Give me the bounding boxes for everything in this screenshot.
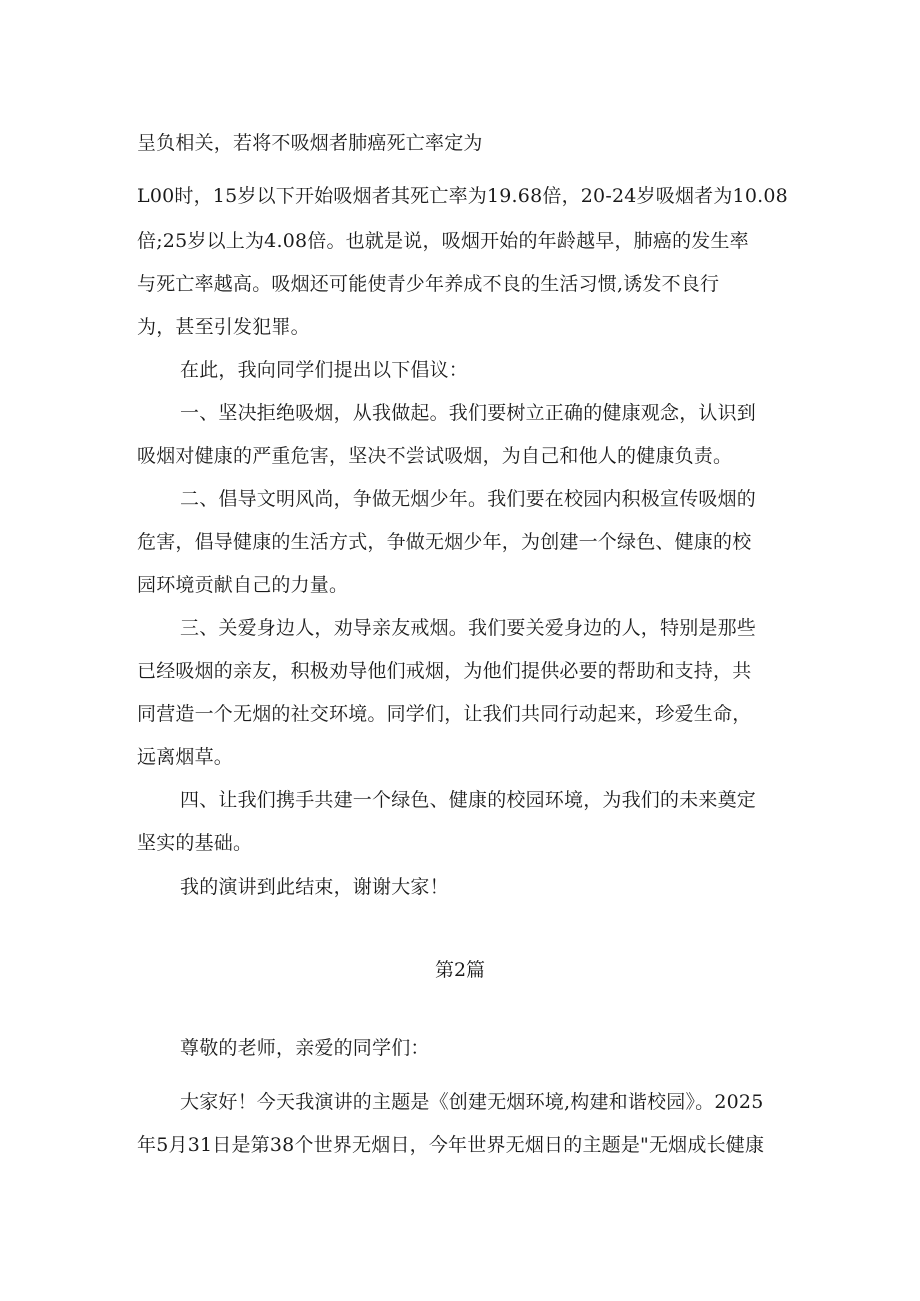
paragraph-line: 吸烟对健康的严重危害，坚决不尝试吸烟，为自己和他人的健康负责。 [137,445,733,467]
paragraph-line: 二、倡导文明风尚，争做无烟少年。我们要在校园内积极宣传吸烟的 [180,488,757,510]
paragraph-line: 尊敬的老师，亲爱的同学们： [180,1037,430,1059]
paragraph-line: 呈负相关，若将不吸烟者肺癌死亡率定为 [137,132,483,154]
paragraph-line: 坚实的基础。 [137,832,253,854]
paragraph-line: 危害，倡导健康的生活方式，争做无烟少年，为创建一个绿色、健康的校 [137,531,752,553]
paragraph-line: 一、坚决拒绝吸烟，从我做起。我们要树立正确的健康观念，认识到 [180,402,757,424]
paragraph-line: 已经吸烟的亲友，积极劝导他们戒烟，为他们提供必要的帮助和支持，共 [137,660,752,682]
paragraph-line: 三、关爱身边人，劝导亲友戒烟。我们要关爱身边的人，特别是那些 [180,617,757,639]
paragraph-line: 四、让我们携手共建一个绿色、健康的校园环境，为我们的未来奠定 [180,789,757,811]
paragraph-line: 远离烟草。 [137,746,234,768]
paragraph-line: 为，甚至引发犯罪。 [137,316,310,338]
paragraph-line: L00时，15岁以下开始吸烟者其死亡率为19.68倍，20-24岁吸烟者为10.08 [137,185,788,207]
paragraph-line: 倍;25岁以上为4.08倍。也就是说，吸烟开始的年龄越早，肺癌的发生率 [137,230,749,252]
paragraph-line: 年5月31日是第38个世界无烟日，今年世界无烟日的主题是"无烟成长健康 [137,1134,765,1156]
paragraph-line: 大家好！今天我演讲的主题是《创建无烟环境,构建和谐校园》。2025 [180,1091,764,1113]
paragraph-line: 园环境贡献自己的力量。 [137,574,349,596]
section-heading: 第2篇 [434,959,486,981]
paragraph-line: 在此，我向同学们提出以下倡议： [180,359,469,381]
paragraph-line: 同营造一个无烟的社交环境。同学们，让我们共同行动起来，珍爱生命， [137,703,752,725]
paragraph-line: 我的演讲到此结束，谢谢大家！ [180,876,449,898]
paragraph-line: 与死亡率越高。吸烟还可能使青少年养成不良的生活习惯,诱发不良行 [137,273,720,295]
